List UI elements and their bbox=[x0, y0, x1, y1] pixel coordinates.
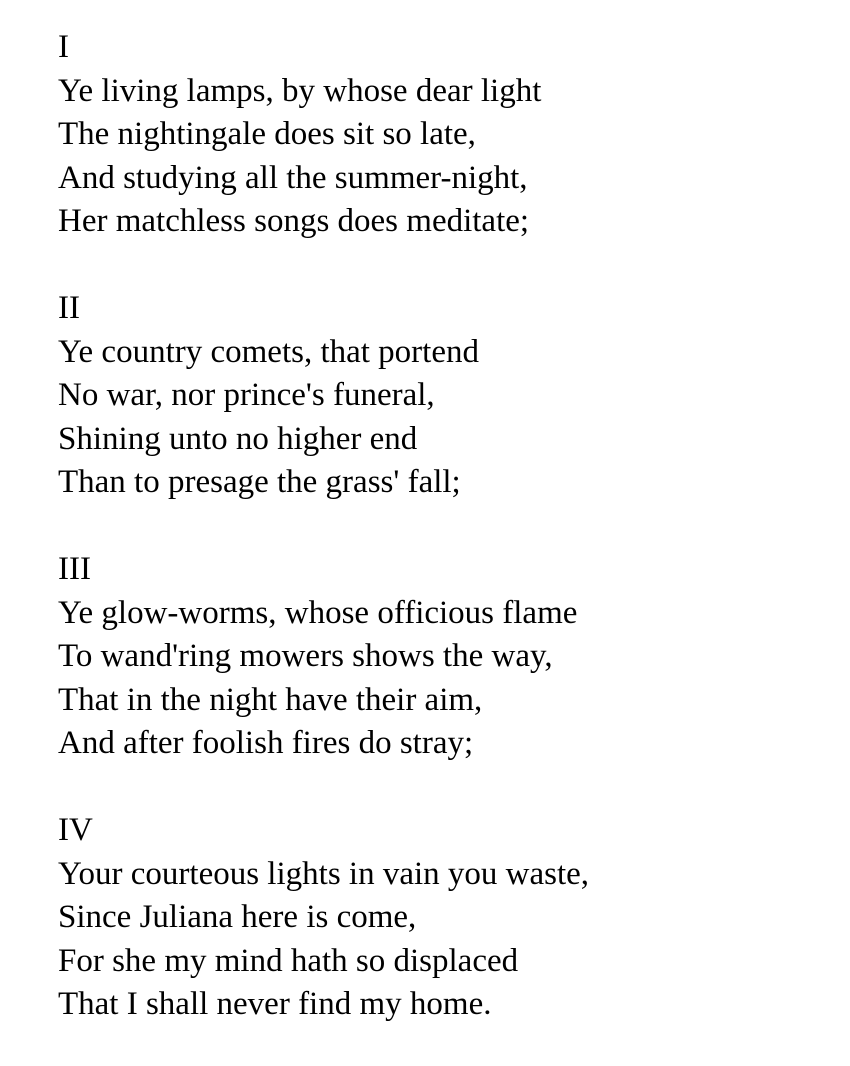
verse-line: That in the night have their aim, bbox=[58, 681, 483, 718]
verse-line: And after foolish fires do stray; bbox=[58, 725, 474, 761]
stanza-1 bbox=[58, 26, 838, 244]
verse-line: Ye country comets, that portend bbox=[58, 333, 479, 370]
verse-line: Shining unto no higher end bbox=[58, 420, 418, 457]
stanza-3 bbox=[58, 548, 838, 766]
stanza-2 bbox=[58, 287, 838, 505]
verse-line: Since Juliana here is come, bbox=[58, 899, 417, 935]
stanza-numeral: II bbox=[58, 290, 80, 326]
verse-line: And studying all the summer-night, bbox=[58, 159, 528, 196]
verse-line: Ye living lamps, by whose dear light bbox=[58, 72, 542, 109]
verse-line: Her matchless songs does meditate; bbox=[58, 203, 530, 239]
verse-line: Your courteous lights in vain you waste, bbox=[58, 855, 590, 892]
verse-line: Than to presage the grass' fall; bbox=[58, 464, 461, 500]
verse-line: To wand'ring mowers shows the way, bbox=[58, 638, 553, 674]
verse-line: No war, nor prince's funeral, bbox=[58, 377, 435, 413]
stanza-numeral: III bbox=[58, 551, 91, 587]
verse-line: The nightingale does sit so late, bbox=[58, 116, 476, 152]
verse-line: Ye glow-worms, whose officious flame bbox=[58, 594, 578, 631]
verse-line: For she my mind hath so displaced bbox=[58, 942, 519, 979]
stanza-numeral: IV bbox=[58, 812, 93, 848]
stanza-4 bbox=[58, 809, 838, 1027]
verse-line: That I shall never find my home. bbox=[58, 986, 492, 1022]
stanza-numeral: I bbox=[58, 29, 69, 65]
poem bbox=[58, 26, 838, 1027]
